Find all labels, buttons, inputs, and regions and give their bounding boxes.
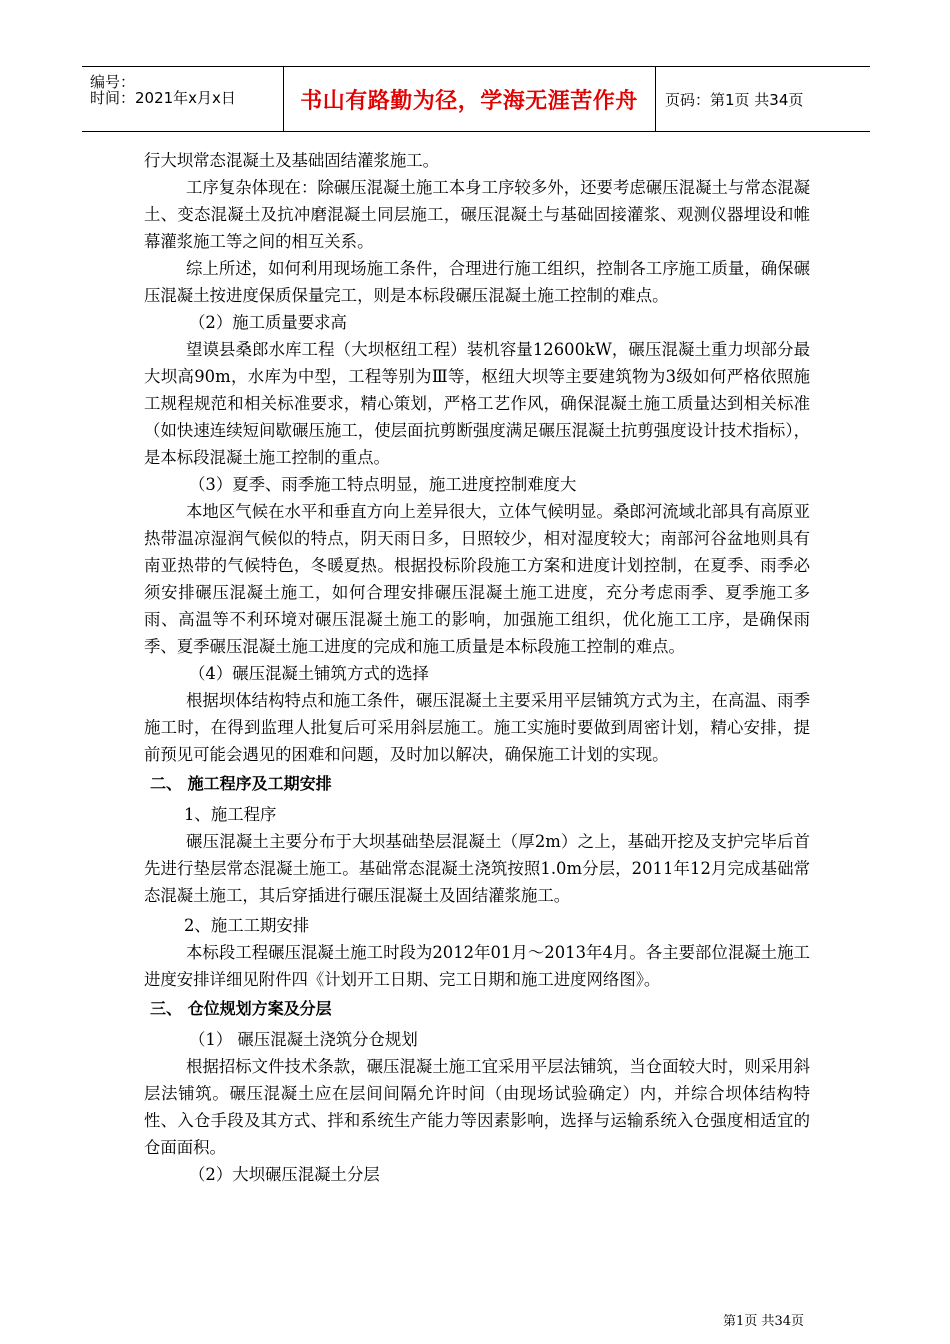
paragraph: 碾压混凝土主要分布于大坝基础垫层混凝土（厚2m）之上，基础开挖及支护完毕后首先进行垫层常态混凝土施工。基础常态混凝土浇筑按照1.0m分层，2011年12月完成基础常态混凝土施工，其后穿插进行碾压混凝土及固结灌浆施工。 — [144, 832, 810, 905]
doc-number-label: 编号： — [90, 73, 136, 91]
subheading: （2）施工质量要求高 — [189, 313, 347, 332]
header-motto: 书山有路勤为径，学海无涯苦作舟 — [283, 67, 656, 131]
subheading: 2、施工工期安排 — [184, 916, 310, 935]
paragraph: 工序复杂体现在：除碾压混凝土施工本身工序较多外，还要考虑碾压混凝土与常态混凝土、变态混凝土及抗冲磨混凝土同层施工，碾压混凝土与基础固接灌浆、观测仪器埋设和帷幕灌浆施工等之间的相互关系。 — [144, 178, 810, 251]
page-header — [82, 66, 870, 132]
paragraph: 望谟县桑郎水库工程（大坝枢纽工程）装机容量12600kW，碾压混凝土重力坝部分最大坝高90m，水库为中型，工程等别为Ⅲ等，枢纽大坝等主要建筑物为3级如何严格依照施工规程规范和相关标准要求，精心策划，严格工艺作风，确保混凝土施工质量达到相关标准（如快速连续短间歇碾压施工，使层面抗剪断强度满足碾压混凝土抗剪强度设计技术指标），是本标段混凝土施工控制的重点。 — [144, 340, 810, 467]
time-label: 时间：2021年x月x日 — [90, 89, 236, 107]
subheading: （3）夏季、雨季施工特点明显，施工进度控制难度大 — [189, 475, 577, 494]
paragraph: 行大坝常态混凝土及基础固结灌浆施工。 — [144, 151, 440, 170]
header-page-number: 页码：第1页 共34页 — [665, 90, 804, 109]
section-heading: 三、 仓位规划方案及分层 — [150, 999, 332, 1018]
paragraph: 本地区气候在水平和垂直方向上差异很大，立体气候明显。桑郎河流域北部具有高原亚热带温凉湿润气候似的特点，阴天雨日多，日照较少，相对湿度较大；南部河谷盆地则具有南亚热带的气候特色，冬暖夏热。根据投标阶段施工方案和进度计划控制，在夏季、雨季必须安排碾压混凝土施工，如何合理安排碾压混凝土施工进度，充分考虑雨季、夏季施工多雨、高温等不利环境对碾压混凝土施工的影响，加强施工组织，优化施工工序，是确保雨季、夏季碾压混凝土施工进度的完成和施工质量是本标段施工控制的难点。 — [144, 502, 810, 656]
paragraph: 综上所述，如何利用现场施工条件，合理进行施工组织，控制各工序施工质量，确保碾压混凝土按进度保质保量完工，则是本标段碾压混凝土施工控制的难点。 — [144, 259, 810, 305]
paragraph: 根据坝体结构特点和施工条件，碾压混凝土主要采用平层铺筑方式为主，在高温、雨季施工时，在得到监理人批复后可采用斜层施工。施工实施时要做到周密计划，精心安排，提前预见可能会遇见的困难和问题，及时加以解决，确保施工计划的实现。 — [144, 691, 810, 764]
subheading: 1、施工程序 — [184, 805, 277, 824]
document-body — [144, 147, 810, 1188]
subheading: （1） 碾压混凝土浇筑分仓规划 — [189, 1030, 418, 1049]
section-heading: 二、 施工程序及工期安排 — [150, 774, 332, 793]
header-info-cell — [82, 67, 284, 131]
paragraph: 根据招标文件技术条款，碾压混凝土施工宜采用平层法铺筑，当仓面较大时，则采用斜层法铺筑。碾压混凝土应在层间间隔允许时间（由现场试验确定）内，并综合坝体结构特性、入仓手段及其方式、拌和系统生产能力等因素影响，选择与运输系统入仓强度相适宜的仓面面积。 — [144, 1057, 810, 1157]
paragraph: 本标段工程碾压混凝土施工时段为2012年01月～2013年4月。各主要部位混凝土施工进度安排详细见附件四《计划开工日期、完工日期和施工进度网络图》。 — [144, 943, 810, 989]
page-footer: 第1页 共34页 — [723, 1314, 804, 1329]
subheading: （4）碾压混凝土铺筑方式的选择 — [189, 664, 429, 683]
subheading: （2）大坝碾压混凝土分层 — [189, 1165, 380, 1184]
